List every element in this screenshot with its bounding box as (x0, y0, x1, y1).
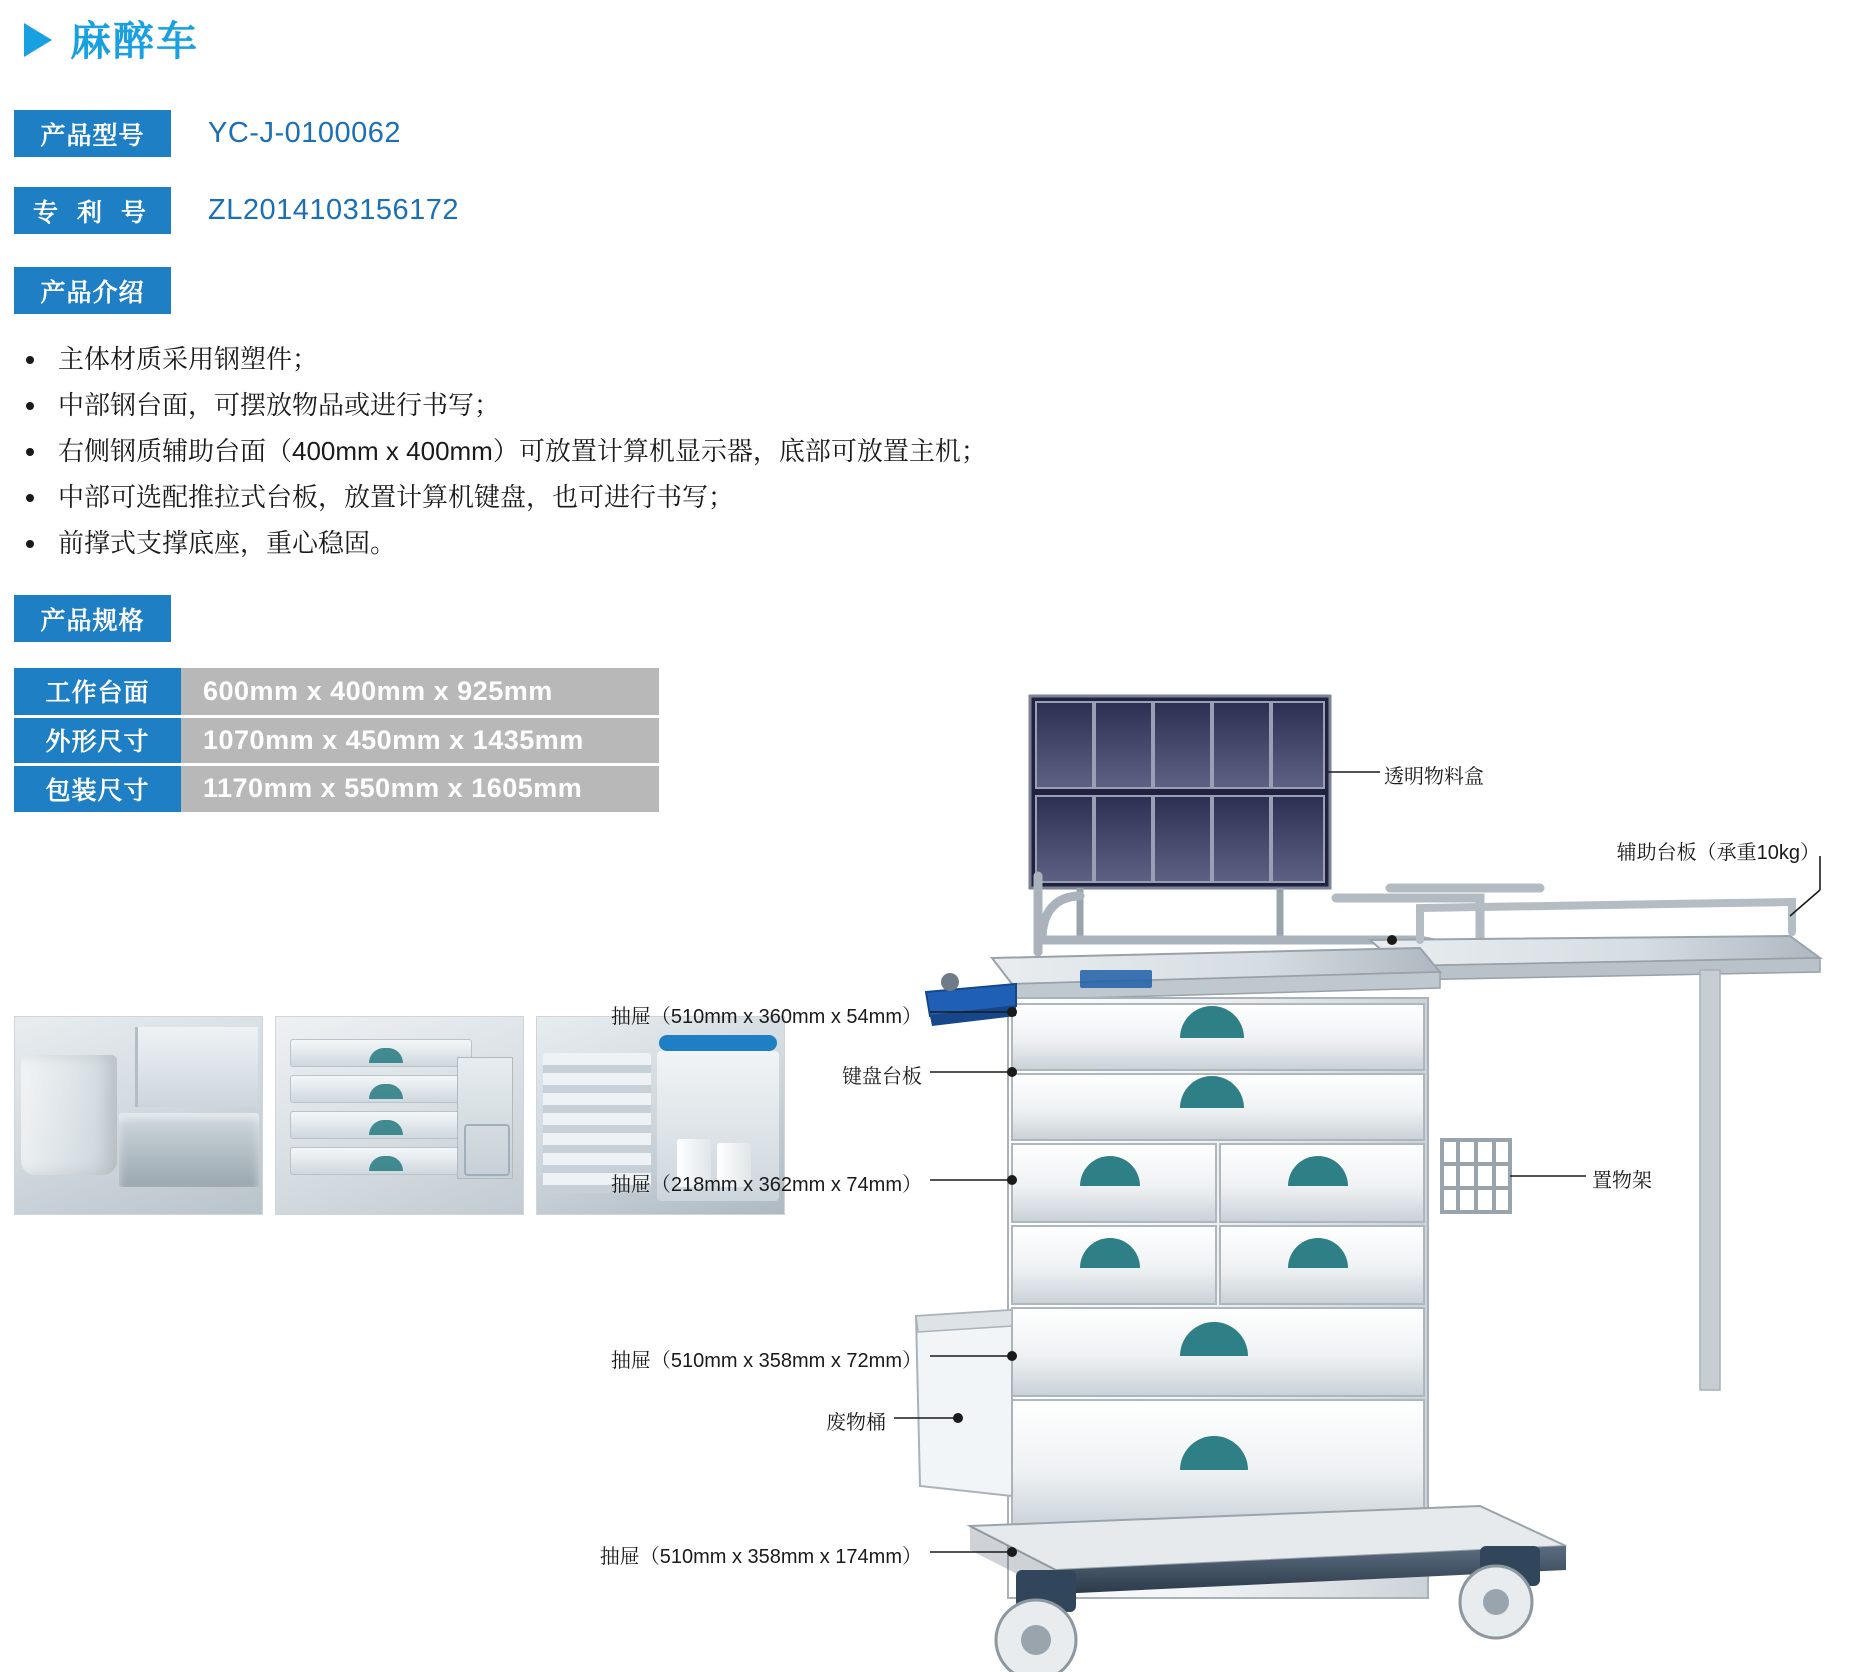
drawer-handle-icon (165, 1125, 217, 1151)
drawer-row-1 (1012, 1004, 1424, 1070)
thumb-drawer (290, 1111, 472, 1139)
list-item: 前撑式支撑底座，重心稳固。 (14, 520, 1264, 566)
callout-drawer-1: 抽屉（510mm x 360mm x 54mm） (610, 1006, 922, 1028)
section-header-intro (14, 267, 171, 314)
table-row (14, 764, 659, 812)
callout-keyboard-board: 键盘台板 (842, 1066, 922, 1088)
page-title (24, 8, 199, 67)
drawer-row-3-left (1012, 1144, 1216, 1222)
spec-value: 1170mm x 550mm x 1605mm (181, 764, 659, 812)
spec-key: 工作台面 (14, 668, 181, 716)
spec-value: 1070mm x 450mm x 1435mm (181, 716, 659, 764)
field-value-patent-number: ZL2014103156172 (208, 194, 460, 226)
spec-value: 600mm x 400mm x 925mm (181, 668, 659, 716)
spec-key: 包装尺寸 (14, 764, 181, 812)
callout-transparent-box: 透明物料盒 (1384, 766, 1484, 788)
table-row (14, 668, 659, 716)
list-item: 中部钢台面，可摆放物品或进行书写； (14, 382, 1264, 428)
drawer-handle-icon (369, 1048, 403, 1063)
thumbnail-waste-bin-drawer (14, 1016, 263, 1215)
field-value-product-model: YC-J-0100062 (208, 117, 401, 149)
list-item: 右侧钢质辅助台面（400mm x 400mm）可放置计算机显示器，底部可放置主机； (14, 428, 1264, 474)
transparent-bin-rack (1030, 696, 1330, 888)
drawer-row-4-right (1220, 1226, 1424, 1304)
section-header-spec (14, 595, 171, 642)
drawer-handle-icon (369, 1156, 403, 1171)
drawer-row-2 (1012, 1074, 1424, 1140)
thumb-blue-rail (659, 1035, 777, 1051)
page-title-text: 麻醉车 (70, 18, 199, 64)
callout-drawer-4: 抽屉（510mm x 358mm x 174mm） (599, 1546, 922, 1568)
thumb-detail (135, 1027, 258, 1107)
callout-shelf: 置物架 (1592, 1170, 1652, 1192)
caster-front-right (1460, 1566, 1532, 1638)
drawer-handle-icon (369, 1084, 403, 1099)
product-illustration (599, 640, 1866, 1672)
worktop (992, 948, 1440, 1000)
field-product-model (14, 110, 401, 157)
anesthesia-cart-drawing (780, 640, 1866, 1672)
callout-waste-bin: 废物桶 (826, 1412, 886, 1434)
intro-list (14, 336, 1264, 566)
drawer-handle-icon (369, 1120, 403, 1135)
callout-drawer-2: 抽屉（218mm x 362mm x 74mm） (610, 1174, 922, 1196)
play-triangle-icon (24, 23, 52, 57)
spec-table (14, 668, 659, 812)
field-label-patent-number: 专 利 号 (14, 187, 171, 234)
waste-bin (916, 1310, 1012, 1496)
drawer-row-5 (1012, 1308, 1424, 1396)
callout-aux-board: 辅助台板（承重10kg） (1616, 842, 1820, 864)
spec-key: 外形尺寸 (14, 716, 181, 764)
wire-shelf (1442, 1140, 1510, 1212)
callout-drawer-3: 抽屉（510mm x 358mm x 72mm） (610, 1350, 922, 1372)
section-label-spec: 产品规格 (14, 595, 171, 642)
list-item: 主体材质采用钢塑件； (14, 336, 1264, 382)
blue-tray (926, 973, 1016, 1026)
drawer-row-4-left (1012, 1226, 1216, 1304)
caster-front-left (996, 1600, 1076, 1672)
field-label-product-model: 产品型号 (14, 110, 171, 157)
list-item: 中部可选配推拉式台板，放置计算机键盘，也可进行书写； (14, 474, 1264, 520)
drawer-row-3-right (1220, 1144, 1424, 1222)
field-patent-number (14, 187, 459, 234)
table-row (14, 716, 659, 764)
section-label-intro: 产品介绍 (14, 267, 171, 314)
